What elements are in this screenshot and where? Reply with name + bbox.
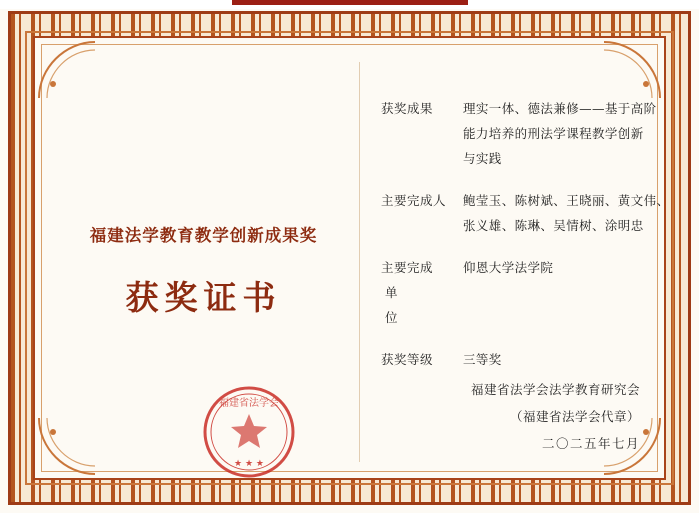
field-achievement-label: 获奖成果 <box>381 101 434 116</box>
field-unit-label <box>381 255 455 330</box>
field-unit <box>381 255 671 330</box>
field-grade-label: 获奖等级 <box>381 352 434 367</box>
issuer-block <box>380 376 640 457</box>
field-unit-label-line-1: 主要完成 <box>381 260 434 275</box>
decorative-greek-key-border <box>8 11 691 505</box>
field-unit-label-line-2: 单 位 <box>385 285 435 325</box>
issuer-seal-note: （福建省法学会代章） <box>509 409 640 424</box>
field-unit-value <box>455 255 671 280</box>
svg-text:★ ★ ★: ★ ★ ★ <box>234 459 264 469</box>
field-grade-value <box>455 347 671 372</box>
field-achievement-value-line-2: 能力培养的刑法学课程教学创新 <box>463 126 644 141</box>
svg-text:福建省法学会: 福建省法学会 <box>219 398 279 409</box>
field-achievement-value <box>455 96 671 171</box>
award-name: 福建法学教育教学创新成果奖 <box>89 226 318 245</box>
issuer-date: 二〇二五年七月 <box>541 436 640 451</box>
certificate-left-panel <box>51 54 351 464</box>
certificate-fields <box>381 54 671 389</box>
field-unit-value-line-1: 仰恩大学法学院 <box>463 260 554 275</box>
certificate-title: 获奖证书 <box>125 278 282 317</box>
field-contributors-value-line-2: 张义雄、陈琳、吴情树、涂明忠 <box>463 218 644 233</box>
field-contributors-value <box>455 188 671 238</box>
top-red-strip <box>0 0 699 9</box>
field-contributors-label: 主要完成人 <box>381 193 447 208</box>
certificate-content <box>51 54 670 469</box>
field-contributors <box>381 188 671 238</box>
field-achievement-value-line-3: 与实践 <box>463 151 502 166</box>
field-contributors-value-line-1: 鲍莹玉、陈树斌、王晓丽、黄文伟、 <box>463 193 670 208</box>
field-achievement <box>381 96 671 171</box>
field-grade-value-line-1: 三等奖 <box>463 352 502 367</box>
field-achievement-value-line-1: 理实一体、德法兼修——基于高阶 <box>463 101 657 116</box>
field-grade <box>381 347 671 372</box>
vertical-divider <box>359 62 360 462</box>
issuer-organization: 福建省法学会法学教育研究会 <box>470 382 640 397</box>
